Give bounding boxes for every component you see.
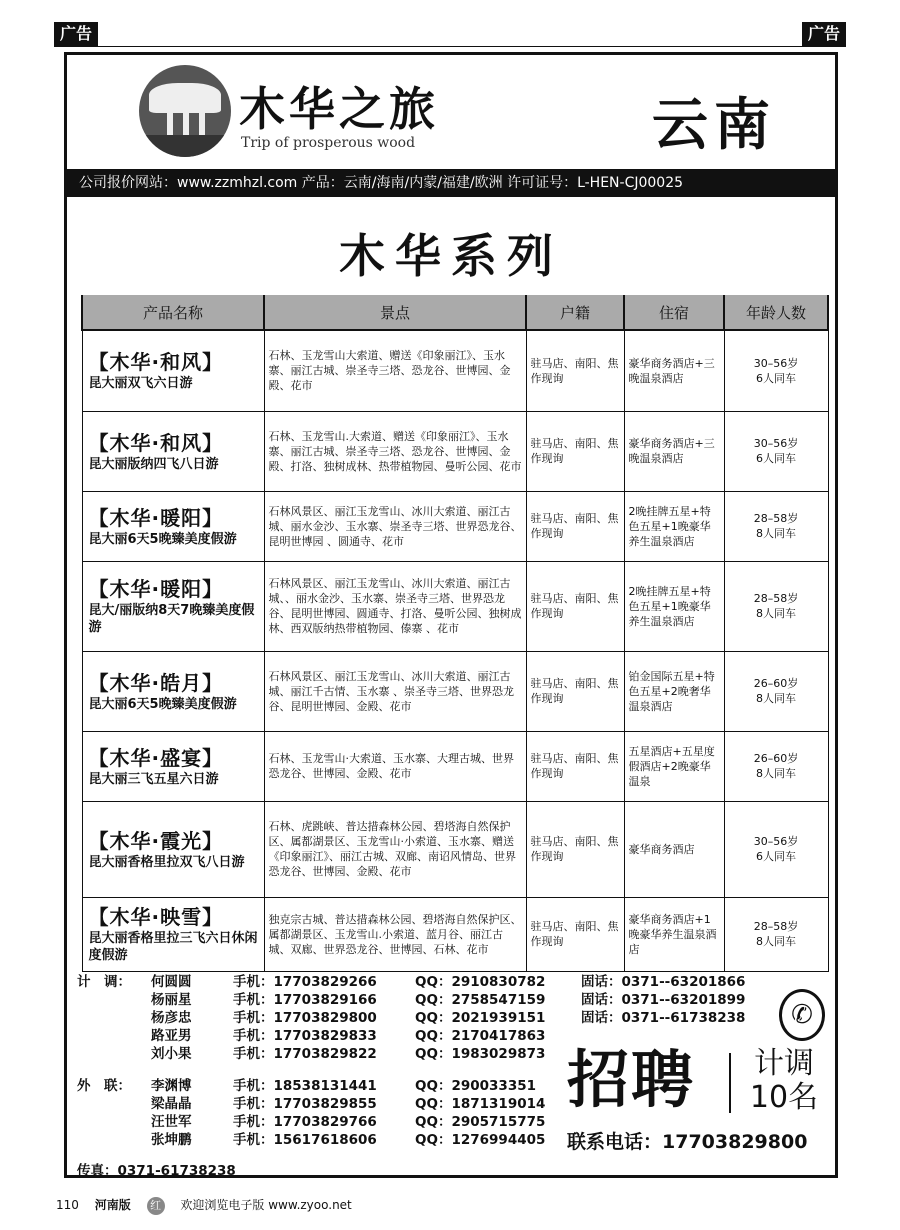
qq-prefix: QQ： bbox=[415, 1078, 452, 1094]
group-size: 6人同车 bbox=[756, 850, 796, 863]
age-range: 26–60岁 bbox=[753, 752, 799, 765]
group-size: 8人同车 bbox=[756, 607, 796, 620]
list-item bbox=[77, 973, 557, 991]
age-range: 28–58岁 bbox=[753, 592, 799, 605]
contact-name: 何圆圆 bbox=[151, 974, 192, 990]
landline: 固话：0371--63201866 bbox=[581, 974, 746, 990]
group-size: 6人同车 bbox=[756, 371, 796, 385]
phone-prefix: 手机： bbox=[233, 1028, 274, 1044]
age-range: 26–60岁 bbox=[753, 677, 799, 690]
contact-qq: 1983029873 bbox=[451, 1046, 546, 1062]
phone-prefix: 手机： bbox=[233, 992, 274, 1008]
contact-phone: 17703829800 bbox=[273, 1010, 377, 1026]
spots-cell: 石林风景区、丽江玉龙雪山、冰川大索道、丽江古城、丽水金沙、玉水寨、崇圣寺三塔、世界恐龙谷、昆明世博园 、圆通寺、花市 bbox=[264, 491, 526, 561]
group-size: 8人同车 bbox=[756, 692, 796, 705]
list-item bbox=[77, 1045, 557, 1063]
group-size: 6人同车 bbox=[756, 452, 796, 465]
huji-cell: 驻马店、南阳、焦作现询 bbox=[526, 731, 624, 801]
product-series: 【木华·和风】 bbox=[88, 430, 224, 455]
landline: 固话：0371--63201899 bbox=[581, 992, 746, 1008]
hotel-cell: 五星酒店+五星度假酒店+2晚豪华温泉 bbox=[624, 731, 724, 801]
table-row bbox=[82, 801, 828, 897]
contact-name: 杨彦忠 bbox=[151, 1010, 192, 1026]
list-item bbox=[77, 1131, 557, 1149]
group-size: 8人同车 bbox=[756, 527, 796, 540]
telephone-icon: ✆ bbox=[779, 989, 825, 1041]
table-row bbox=[82, 330, 828, 411]
spots-cell: 石林、玉龙雪山.大索道、赠送《印象丽江》、玉水寨、丽江古城、崇圣寺三塔、恐龙谷、世博园、金殿、打洛、独树成林、热带植物园、曼听公园、花市 bbox=[264, 411, 526, 491]
product-series: 【木华·暖阳】 bbox=[88, 505, 224, 530]
spots-cell: 石林、玉龙雪山大索道、赠送《印象丽江》、玉水寨、丽江古城、崇圣寺三塔、恐龙谷、世博园、金殿、花市 bbox=[264, 330, 526, 411]
list-item bbox=[77, 1009, 557, 1027]
contact-name: 李渊博 bbox=[151, 1078, 192, 1094]
product-title: 昆大丽6天5晚臻美度假游 bbox=[88, 696, 237, 712]
product-title: 昆大/丽版纳8天7晚臻美度假游 bbox=[88, 603, 255, 635]
table-row bbox=[82, 897, 828, 971]
product-title: 昆大丽香格里拉双飞八日游 bbox=[88, 854, 245, 870]
top-rule bbox=[54, 46, 846, 47]
header-age: 年龄人数 bbox=[724, 295, 828, 330]
hotel-cell: 豪华商务酒店+三晚温泉酒店 bbox=[624, 330, 724, 411]
spots-cell: 石林风景区、丽江玉龙雪山、冰川大索道、丽江古城、丽江千古情、玉水寨 、崇圣寺三塔、世界恐龙谷、昆明世博园、金殿、花市 bbox=[264, 651, 526, 731]
landline-list bbox=[581, 973, 745, 1027]
table-row bbox=[82, 651, 828, 731]
huji-cell: 驻马店、南阳、焦作现询 bbox=[526, 651, 624, 731]
recruit-count: 10名 bbox=[749, 1080, 819, 1115]
qq-prefix: QQ： bbox=[415, 1010, 452, 1026]
ad-label-left: 广告 bbox=[54, 22, 98, 46]
landline: 固话：0371--61738238 bbox=[581, 1010, 746, 1026]
footer-text: 欢迎浏览电子版 www.zyoo.net bbox=[180, 1198, 352, 1212]
spots-cell: 石林、玉龙雪山·大索道、玉水寨、大理古城、世界恐龙谷、世博园、金殿、花市 bbox=[264, 731, 526, 801]
age-range: 30–56岁 bbox=[753, 437, 799, 450]
region-title: 云南 bbox=[652, 93, 776, 158]
info-bar: 公司报价网站：www.zzmhzl.com 产品：云南/海南/内蒙/福建/欧洲 许可证号：L-HEN-CJ00025 bbox=[67, 169, 835, 197]
huji-cell: 驻马店、南阳、焦作现询 bbox=[526, 491, 624, 561]
hotel-cell: 豪华商务酒店 bbox=[624, 801, 724, 897]
age-range: 28–58岁 bbox=[753, 920, 799, 933]
contact-name: 路亚男 bbox=[151, 1028, 192, 1044]
qq-prefix: QQ： bbox=[415, 1028, 452, 1044]
contact-qq: 1276994405 bbox=[451, 1132, 546, 1148]
huji-cell: 驻马店、南阳、焦作现询 bbox=[526, 561, 624, 651]
contact-qq: 290033351 bbox=[451, 1078, 536, 1094]
contact-phone: 17703829833 bbox=[273, 1028, 377, 1044]
edition-badge: 红 bbox=[147, 1197, 165, 1215]
contact-phone: 15617618606 bbox=[273, 1132, 377, 1148]
list-item bbox=[77, 1027, 557, 1045]
hotel-cell: 豪华商务酒店+1晚豪华养生温泉酒店 bbox=[624, 897, 724, 971]
spots-cell: 石林风景区、丽江玉龙雪山、冰川大索道、丽江古城、、丽水金沙、玉水寨、崇圣寺三塔、世界恐龙谷、昆明世博园、圆通寺、打洛、曼听公园、独树成林、西双版纳热带植物园、傣寨 、花市 bbox=[264, 561, 526, 651]
qq-prefix: QQ： bbox=[415, 992, 452, 1008]
product-title: 昆大丽香格里拉三飞六日休闲度假游 bbox=[88, 931, 258, 963]
dispatch-label: 计 调： bbox=[77, 974, 131, 990]
recruit-divider bbox=[729, 1053, 731, 1113]
contact-phone: 17703829266 bbox=[273, 974, 377, 990]
table-header-row bbox=[82, 295, 828, 330]
table-row bbox=[82, 561, 828, 651]
table-row bbox=[82, 731, 828, 801]
header-product: 产品名称 bbox=[82, 295, 264, 330]
product-title: 昆大丽双飞六日游 bbox=[88, 376, 193, 392]
product-title: 昆大丽6天5晚臻美度假游 bbox=[88, 531, 237, 547]
ad-frame bbox=[64, 52, 838, 1178]
phone-prefix: 手机： bbox=[233, 1132, 274, 1148]
series-title: 木华系列 bbox=[339, 229, 563, 283]
edition-label: 河南版 bbox=[94, 1198, 131, 1212]
header-hotel: 住宿 bbox=[624, 295, 724, 330]
huji-cell: 驻马店、南阳、焦作现询 bbox=[526, 330, 624, 411]
table-row bbox=[82, 491, 828, 561]
fax-number: 传真：0371-61738238 bbox=[77, 1163, 236, 1179]
contact-qq: 2170417863 bbox=[451, 1028, 546, 1044]
list-item bbox=[77, 1077, 557, 1095]
brand-name: 木华之旅 bbox=[239, 82, 439, 136]
recruit-phone: 联系电话：17703829800 bbox=[567, 1131, 808, 1153]
contact-qq: 2910830782 bbox=[451, 974, 546, 990]
contact-name: 梁晶晶 bbox=[151, 1096, 192, 1112]
liaison-label: 外 联： bbox=[77, 1078, 131, 1094]
age-range: 30–56岁 bbox=[753, 835, 799, 848]
contact-phone: 17703829822 bbox=[273, 1046, 377, 1062]
huji-cell: 驻马店、南阳、焦作现询 bbox=[526, 897, 624, 971]
list-item bbox=[77, 1113, 557, 1131]
header-spots: 景点 bbox=[264, 295, 526, 330]
contact-phone: 17703829855 bbox=[273, 1096, 377, 1112]
product-series: 【木华·和风】 bbox=[88, 350, 224, 375]
product-series: 【木华·皓月】 bbox=[88, 670, 224, 695]
phone-prefix: 手机： bbox=[233, 1096, 274, 1112]
age-range: 28–58岁 bbox=[753, 512, 799, 525]
hotel-cell: 2晚挂牌五星+特色五星+1晚豪华养生温泉酒店 bbox=[624, 561, 724, 651]
product-series: 【木华·暖阳】 bbox=[88, 577, 224, 601]
recruit-position: 计调 bbox=[754, 1046, 814, 1081]
group-size: 8人同车 bbox=[756, 767, 796, 780]
product-title: 昆大丽三飞五星六日游 bbox=[88, 771, 219, 787]
phone-prefix: 手机： bbox=[233, 1010, 274, 1026]
ad-label-right: 广告 bbox=[802, 22, 846, 46]
age-range: 30–56岁 bbox=[753, 356, 799, 370]
recruit-title: 招聘 bbox=[567, 1043, 696, 1116]
contact-phone: 18538131441 bbox=[273, 1078, 377, 1094]
product-title: 昆大丽版纳四飞八日游 bbox=[88, 456, 219, 472]
phone-prefix: 手机： bbox=[233, 1078, 274, 1094]
contact-phone: 17703829166 bbox=[273, 992, 377, 1008]
phone-prefix: 手机： bbox=[233, 1114, 274, 1130]
tour-table bbox=[81, 295, 829, 972]
qq-prefix: QQ： bbox=[415, 1114, 452, 1130]
list-item bbox=[77, 1095, 557, 1113]
contact-name: 刘小果 bbox=[151, 1046, 192, 1062]
hotel-cell: 2晚挂牌五星+特色五星+1晚豪华养生温泉酒店 bbox=[624, 491, 724, 561]
contact-qq: 2758547159 bbox=[451, 992, 546, 1008]
contact-name: 汪世军 bbox=[151, 1114, 192, 1130]
table-row bbox=[82, 411, 828, 491]
header-huji: 户籍 bbox=[526, 295, 624, 330]
group-size: 8人同车 bbox=[756, 935, 796, 948]
list-item bbox=[77, 991, 557, 1009]
page-number: 110 bbox=[56, 1198, 79, 1212]
product-series: 【木华·映雪】 bbox=[88, 905, 224, 929]
product-series: 【木华·盛宴】 bbox=[88, 745, 224, 770]
contact-qq: 2021939151 bbox=[451, 1010, 546, 1026]
contact-qq: 1871319014 bbox=[451, 1096, 546, 1112]
product-series: 【木华·霞光】 bbox=[88, 828, 224, 853]
qq-prefix: QQ： bbox=[415, 1132, 452, 1148]
qq-prefix: QQ： bbox=[415, 1096, 452, 1112]
contact-list bbox=[77, 973, 557, 1149]
hotel-cell: 铂金国际五星+特色五星+2晚奢华温泉酒店 bbox=[624, 651, 724, 731]
contact-phone: 17703829766 bbox=[273, 1114, 377, 1130]
hotel-cell: 豪华商务酒店+三晚温泉酒店 bbox=[624, 411, 724, 491]
phone-prefix: 手机： bbox=[233, 974, 274, 990]
contact-name: 杨丽星 bbox=[151, 992, 192, 1008]
spots-cell: 独克宗古城、普达措森林公园、碧塔海自然保护区、属都湖景区、玉龙雪山.小索道、蓝月谷、丽江古城、双廊、世界恐龙谷、世博园、石林、花市 bbox=[264, 897, 526, 971]
contact-qq: 2905715775 bbox=[451, 1114, 546, 1130]
spots-cell: 石林、虎跳峡、普达措森林公园、碧塔海自然保护区、属都湖景区、玉龙雪山·小索道、玉水寨、赠送《印象丽江》、丽江古城、双廊、南诏风情岛、世界恐龙谷、世博园、金殿、花市 bbox=[264, 801, 526, 897]
qq-prefix: QQ： bbox=[415, 1046, 452, 1062]
tree-logo-icon bbox=[139, 65, 231, 157]
huji-cell: 驻马店、南阳、焦作现询 bbox=[526, 801, 624, 897]
phone-prefix: 手机： bbox=[233, 1046, 274, 1062]
page-footer bbox=[56, 1196, 364, 1215]
qq-prefix: QQ： bbox=[415, 974, 452, 990]
contact-name: 张坤鹏 bbox=[151, 1132, 192, 1148]
huji-cell: 驻马店、南阳、焦作现询 bbox=[526, 411, 624, 491]
brand-slogan: Trip of prosperous wood bbox=[241, 135, 416, 151]
